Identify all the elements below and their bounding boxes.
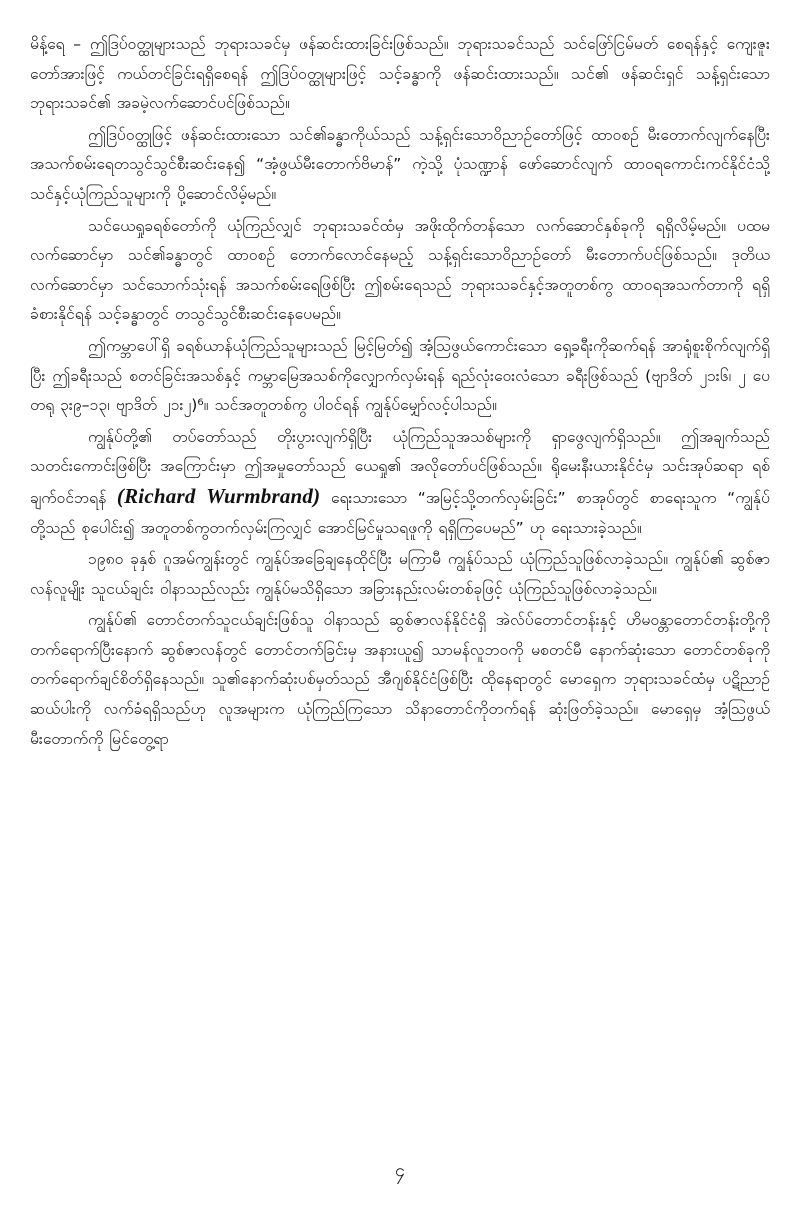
paragraph-3: သင်ယေရှုခရစ်တော်ကို ယုံကြည်လျှင် ဘုရားသခင်ထံမှ အဖိုးထိုက်တန်သော လက်ဆောင်နှစ်ခုကို ရရှိလိမ့်မည်။ ပထမလက်ဆောင်မှာ သင်၏ခန္ဓာတွင် ထာဝစဉ် တောက်လောင်နေမည့် သန့်ရှင်းသောဝိညာဉ်တော် မီးတောက်ပင်ဖြစ်သည်။ ဒုတိယလက်ဆောင်မှာ သင်သောက်သုံးရန် အသက်စမ်းရေဖြစ်ပြီး ဤစမ်းရေသည် ဘုရားသခင်နှင့်အတူတစ်ကွ ထာဝရအသက်တာကို ရရှိခံစားနိုင်ရန် သင့်ခန္ဓာတွင် တသွင်သွင်စီးဆင်းနေပေမည်။ (30, 216, 770, 324)
paragraph-2: ဤဒြပ်ဝတ္ထုဖြင့် ဖန်ဆင်းထားသော သင်၏ခန္ဓာကိုယ်သည် သန့်ရှင်းသောဝိညာဉ်တော်ဖြင့် ထာဝစဉ် မီးတောက်လျက်နေပြီး အသက်စမ်းရေတသွင်သွင်စီးဆင်းနေ၍ “အံ့ဖွယ်မီးတောက်ဗိမာန်” ကဲ့သို့ ပုံသဏ္ဍာန် ဖော်ဆောင်လျက် ထာဝရကောင်းကင်နိုင်ငံသို့ သင်နှင့်ယုံကြည်သူများကို ပို့ဆောင်လိမ့်မည်။ (30, 125, 770, 203)
paragraph-4: ဤကမ္ဘာပေါ်ရှိ ခရစ်ယာန်ယုံကြည်သူများသည် မြင့်မြတ်၍ အံ့ဩဖွယ်ကောင်းသော ရှေ့ခရီးကိုဆက်ရန် အာရုံစူးစိုက်လျက်ရှိပြီး ဤခရီးသည် စတင်ခြင်းအသစ်နှင့် ကမ္ဘာမြေအသစ်ကိုလျှောက်လှမ်းရန် ရည်လုံးဝေးလံသော ခရီးဖြစ်သည် (ဗျာဒိတ် ၂၁း၆၊ ၂ ပေတရု ၃း၉–၁၃၊ ဗျာဒိတ် ၂၁း၂)⁶။ သင်အတူတစ်ကွ ပါဝင်ရန် ကျွန်ုပ်မျှော်လင့်ပါသည်။ (30, 336, 770, 415)
paragraph-5-text-before: ကျွန်ုပ်တို့၏ တပ်တော်သည် တိုးပွားလျက်ရှိပြီး ယုံကြည်သူအသစ်များကို ရှာဖွေလျက်ရှိသည်။ ဤအချက်သည် သတင်းကောင်းဖြစ်ပြီး အကြောင်းမှာ ဤအမှုတော်သည် ယေရှု၏ အလိုတော်ပင်ဖြစ်သည်။ ရိုမေးနီးယားနိုင်ငံမှ သင်းအုပ်ဆရာ ရစ်ချက်ဝင်ဘရန် (30, 427, 770, 507)
paragraph-5 (30, 423, 770, 543)
paragraph-5-text-after: ရေးသားသော “အမြင့်သို့တက်လှမ်းခြင်း” စာအုပ်တွင် စာရေးသူက “ကျွန်ုပ်တို့သည် စုပေါင်း၍ အတူတစ်ကွတက်လှမ်းကြလျှင် အောင်မြင်မှုသရဖူကို ရရှိကြပေမည်” ဟု ရေးသားခဲ့သည်။ (30, 488, 770, 537)
paragraph-7: ကျွန်ုပ်၏ တောင်တက်သူငယ်ချင်းဖြစ်သူ ဝါနာသည် ဆွစ်ဇာလန်နိုင်ငံရှိ အဲလ်ပ်တောင်တန်းနှင့် ဟိမဝန္တာတောင်တန်းတို့ကို တက်ရောက်ပြီးနောက် ဆွစ်ဇာလန်တွင် တောင်တက်ခြင်းမှ အနားယူ၍ သာမန်လူဘဝကို မစတင်မီ နောက်ဆုံးသော တောင်တစ်ခုကို တက်ရောက်ချင်စိတ်ရှိနေသည်။ သူ၏နောက်ဆုံးပစ်မှတ်သည် အီဂျစ်နိုင်ငံဖြစ်ပြီး ထိုနေရာတွင် မောရှေက ဘုရားသခင်ထံမှ ပဋိညာဉ်ဆယ်ပါးကို လက်ခံရရှိသည်ဟု လူအများက ယုံကြည်ကြသော သိနာတောင်ကိုတက်ရန် ဆုံးဖြတ်ခဲ့သည်။ မောရှေမှ အံ့ဩဖွယ်မီးတောက်ကို မြင်တွေ့ရာ (30, 611, 770, 748)
page-number: ၄ (394, 1160, 406, 1181)
author-latin-name: (Richard Wurmbrand) (116, 483, 321, 508)
paragraph-6: ၁၉၈၀ ခုနှစ် ဂူအမ်ကျွန်းတွင် ကျွန်ုပ်အခြေချနေထိုင်ပြီး မကြာမီ ကျွန်ုပ်သည် ယုံကြည်သူဖြစ်လာခဲ့သည်။ ကျွန်ုပ်၏ ဆွစ်ဇာလန်လူမျိုး သူငယ်ချင်း ဝါနာသည်လည်း ကျွန်ုပ်မသိရှိသော အခြားနည်းလမ်းတစ်ခုဖြင့် ယုံကြည်သူဖြစ်လာခဲ့သည်။ (30, 550, 770, 598)
paragraph-1: မိန့်ရေ – ဤဒြပ်ဝတ္ထုများသည် ဘုရားသခင်မှ ဖန်ဆင်းထားခြင်းဖြစ်သည်။ ဘုရားသခင်သည် သင်ဖြော်ငြမ်မတ် စေရန်နှင့် ကျေးဇူးတော်အားဖြင့် ကယ်တင်ခြင်းရရှိစေရန် ဤဒြပ်ဝတ္ထုများဖြင့် သင့်ခန္ဓာကို ဖန်ဆင်းထားသည်။ သင်၏ ဖန်ဆင်းရှင် သန့်ရှင်းသော ဘုရားသခင်၏ အခမဲ့လက်ဆောင်ပင်ဖြစ်သည်။ (30, 35, 770, 113)
